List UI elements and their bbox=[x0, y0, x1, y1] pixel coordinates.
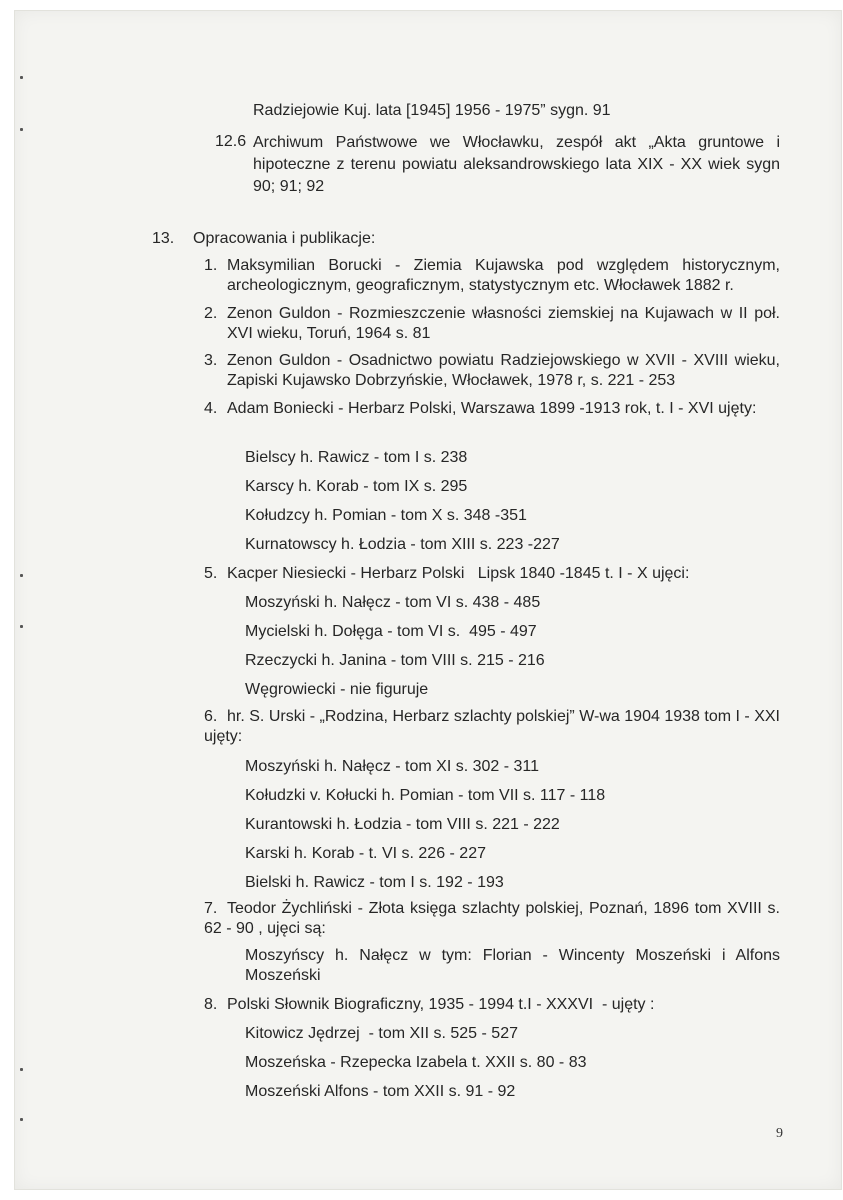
publication-4-entry: Kołudzcy h. Pomian - tom X s. 348 -351 bbox=[245, 507, 527, 524]
publication-5-entry: Moszyński h. Nałęcz - tom VI s. 438 - 485 bbox=[245, 594, 541, 611]
publication-5-entry: Mycielski h. Dołęga - tom VI s. 495 - 497 bbox=[245, 623, 537, 640]
publication-6-number: 6. bbox=[204, 708, 218, 725]
publication-4-entry: Kurnatowscy h. Łodzia - tom XIII s. 223 -227 bbox=[245, 536, 560, 553]
publication-6-entry: Kołudzki v. Kołucki h. Pomian - tom VII s. 117 - 118 bbox=[245, 787, 606, 804]
publication-8-entry: Moszeński Alfons - tom XXII s. 91 - 92 bbox=[245, 1083, 516, 1100]
continuation-line: Radziejowie Kuj. lata [1945] 1956 - 1975” sygn. 91 bbox=[253, 102, 611, 119]
item-12-6-number: 12.6 bbox=[215, 133, 247, 150]
publication-1-number: 1. bbox=[204, 257, 218, 274]
publication-5-entry: Rzeczycki h. Janina - tom VIII s. 215 - 216 bbox=[245, 652, 545, 669]
publication-6-entry: Karski h. Korab - t. VI s. 226 - 227 bbox=[245, 845, 486, 862]
publication-7-entry: Moszyńscy h. Nałęcz w tym: Florian - Wincenty Moszeński i Alfons Moszeński bbox=[245, 947, 780, 984]
publication-4-number: 4. bbox=[204, 400, 218, 417]
publication-8-text: Polski Słownik Biograficzny, 1935 - 1994 t.I - XXXVI - ujęty : bbox=[227, 996, 655, 1013]
publication-1-text: Maksymilian Borucki - Ziemia Kujawska pod względem historycznym, archeologicznym, geograficznym, statystycznym etc. Włocławek 1882 r. bbox=[227, 257, 780, 294]
publication-4-text: Adam Boniecki - Herbarz Polski, Warszawa 1899 -1913 rok, t. I - XVI ujęty: bbox=[227, 400, 757, 417]
publication-2-number: 2. bbox=[204, 305, 218, 322]
publication-4-entry: Karscy h. Korab - tom IX s. 295 bbox=[245, 478, 468, 495]
publication-2-text: Zenon Guldon - Rozmieszczenie własności ziemskiej na Kujawach w II poł. XVI wieku, Toruń, 1964 s. 81 bbox=[227, 305, 780, 342]
publication-6-entry: Moszyński h. Nałęcz - tom XI s. 302 - 311 bbox=[245, 758, 540, 775]
page-number: 9 bbox=[776, 1126, 783, 1141]
publication-6-entry: Kurantowski h. Łodzia - tom VIII s. 221 - 222 bbox=[245, 816, 560, 833]
publication-3-number: 3. bbox=[204, 352, 218, 369]
publication-8-entry: Moszeńska - Rzepecka Izabela t. XXII s. 80 - 83 bbox=[245, 1054, 587, 1071]
section-13-number: 13. bbox=[152, 230, 175, 247]
item-12-6-text: Archiwum Państwowe we Włocławku, zespół akt „Akta gruntowe i hipoteczne z terenu powiatu aleksandrowskiego lata XIX - XX wiek sygn 90; 91; 92 bbox=[253, 134, 780, 195]
publication-3-text: Zenon Guldon - Osadnictwo powiatu Radziejowskiego w XVII - XVIII wieku, Zapiski Kujawsko Dobrzyńskie, Włocławek, 1978 r, s. 221 - 253 bbox=[227, 352, 780, 389]
section-13-heading: Opracowania i publikacje: bbox=[193, 230, 376, 247]
publication-7-text: Teodor Żychliński - Złota księga szlachty polskiej, Poznań, 1896 tom XVIII s. 62 - 90 , ujęci są: bbox=[204, 900, 780, 937]
publication-5-entry: Węgrowiecki - nie figuruje bbox=[245, 681, 429, 698]
publication-7-number: 7. bbox=[204, 900, 218, 917]
publication-4-entry: Bielscy h. Rawicz - tom I s. 238 bbox=[245, 449, 468, 466]
publication-8-number: 8. bbox=[204, 996, 218, 1013]
publication-6-text: hr. S. Urski - „Rodzina, Herbarz szlachty polskiej” W-wa 1904 1938 tom I - XXI ujęty: bbox=[204, 708, 780, 745]
publication-6-entry: Bielski h. Rawicz - tom I s. 192 - 193 bbox=[245, 874, 504, 891]
publication-5-number: 5. bbox=[204, 565, 218, 582]
publication-5-text: Kacper Niesiecki - Herbarz Polski Lipsk 1840 -1845 t. I - X ujęci: bbox=[227, 565, 690, 582]
publication-8-entry: Kitowicz Jędrzej - tom XII s. 525 - 527 bbox=[245, 1025, 518, 1042]
